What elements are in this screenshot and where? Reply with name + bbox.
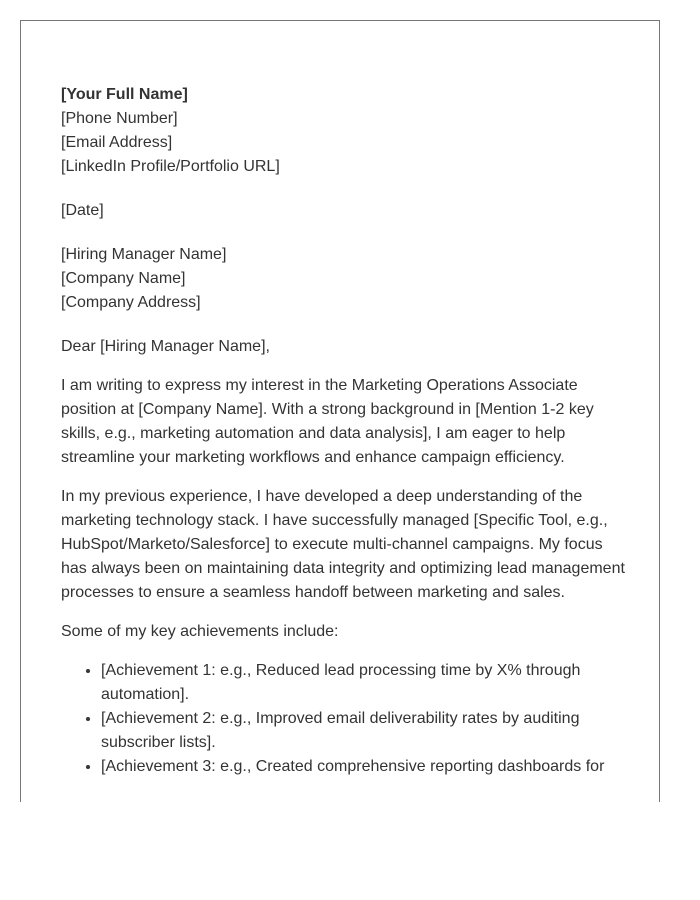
achievements-list xyxy=(61,659,626,779)
achievement-item: • [Achievement 2: e.g., Improved email deliverability rates by auditing subscriber lists]. xyxy=(101,707,626,755)
date-block xyxy=(61,199,626,223)
paragraph-intro: I am writing to express my interest in the Marketing Operations Associate position at [Company Name]. With a strong background in [Mention 1-2 key skills, e.g., marketing automation and data analysis], I am eager to help streamline your marketing workflows and enhance campaign efficiency. xyxy=(61,377,594,466)
paragraph-achievements-intro: Some of my key achievements include: xyxy=(61,623,339,640)
sender-block xyxy=(61,83,626,179)
recipient-block xyxy=(61,243,626,315)
recipient-hiring-manager: [Hiring Manager Name] xyxy=(61,246,227,263)
sender-email: [Email Address] xyxy=(61,134,173,151)
letter-content xyxy=(61,83,626,779)
paragraph-experience: In my previous experience, I have developed a deep understanding of the marketing technology stack. I have successfully managed [Specific Tool, e.g., HubSpot/Marketo/Salesforce] to execute multi-channel campaigns. My focus has always been on maintaining data integrity and optimizing lead management processes to ensure a seamless handoff between marketing and sales. xyxy=(61,488,625,601)
achievement-item: • [Achievement 1: e.g., Reduced lead processing time by X% through automation]. xyxy=(101,659,626,707)
sender-name: [Your Full Name] xyxy=(61,86,188,103)
letter-page xyxy=(20,20,660,802)
recipient-company: [Company Name] xyxy=(61,270,186,287)
salutation: Dear [Hiring Manager Name], xyxy=(61,338,270,355)
achievement-item: • [Achievement 3: e.g., Created comprehensive reporting dashboards for xyxy=(101,755,626,779)
recipient-address: [Company Address] xyxy=(61,294,201,311)
sender-linkedin: [LinkedIn Profile/Portfolio URL] xyxy=(61,158,280,175)
letter-date: [Date] xyxy=(61,202,104,219)
sender-phone: [Phone Number] xyxy=(61,110,178,127)
